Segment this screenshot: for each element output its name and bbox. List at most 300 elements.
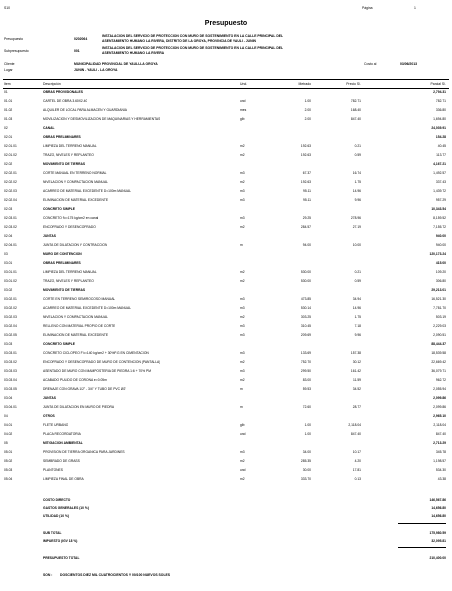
row-parcial: 1,198.57 (433, 459, 446, 463)
row-metrado: 284.57 (300, 225, 311, 229)
row-precio: 9.96 (354, 333, 361, 337)
row-description: CORTE EN TERRENO SEMIROCOSO MANUAL (43, 297, 116, 301)
row-description: JUNTAS (43, 234, 56, 238)
row-description: LIMPIEZA DEL TERRENO MANUAL (43, 144, 97, 148)
table-row (0, 252, 452, 257)
row-precio: 1.75 (354, 315, 361, 319)
row-metrado: 83.00 (302, 378, 311, 382)
row-item: 01 (4, 90, 8, 94)
row-precio: 30.12 (352, 360, 361, 364)
row-precio: 14.96 (352, 306, 361, 310)
row-parcial: 88,444.37 (431, 342, 446, 346)
page-label: Página (362, 6, 373, 10)
table-row (0, 387, 452, 392)
row-parcial: 22,669.42 (431, 360, 446, 364)
row-parcial: 2,090.51 (433, 333, 446, 337)
row-item: 03.02.05 (4, 333, 17, 337)
row-unit: m2 (240, 180, 245, 184)
row-precio: 10.00 (352, 243, 361, 247)
row-precio: 847.40 (350, 432, 361, 436)
row-metrado: 192.63 (300, 180, 311, 184)
row-item: 02.03.01 (4, 216, 17, 220)
row-precio: 11.59 (352, 378, 361, 382)
col-precio: Precio S/. (346, 82, 361, 86)
row-unit: m2 (240, 279, 245, 283)
row-metrado: 1.00 (304, 423, 311, 427)
row-description: FLETE URBANO (43, 423, 69, 427)
row-parcial: 2,713.29 (433, 441, 446, 445)
table-row (0, 351, 452, 356)
costo-label: Costo al (364, 62, 377, 66)
row-item: 03.03 (4, 342, 13, 346)
row-item: 03.02.01 (4, 297, 17, 301)
row-description: SEMBRADO DE GRASS (43, 459, 80, 463)
row-unit: m3 (240, 297, 245, 301)
summary-total (0, 555, 452, 561)
gastos-value: 14,656.80 (431, 506, 446, 510)
row-parcial: 7,781.70 (433, 306, 446, 310)
row-metrado: 59.53 (302, 387, 311, 391)
presupuesto-label: Presupuesto (4, 37, 24, 41)
row-unit: m3 (240, 171, 245, 175)
presupuesto-desc-1: INSTALACION DEL SERVICIO DE PROTECCION CON MURO DE SOSTENIMIENTO EN LA CALLE PRINCIPAL DEL (102, 34, 284, 38)
row-description: PLANTONES (43, 468, 63, 472)
row-parcial: 43.38 (437, 477, 446, 481)
row-unit: m3 (240, 450, 245, 454)
row-unit: m (240, 405, 243, 409)
corner-code: S10 (4, 6, 11, 10)
row-description: JUNTA DE DILATACION EN MURO DE PIEDRA (43, 405, 115, 409)
row-description: DRENAJE CON GRAVA 1/2" - 3/4" Y TUBO DE PVC Ø2" (43, 387, 127, 391)
row-description: CONCRETO SIMPLE (43, 207, 75, 211)
row-parcial: 2,118.04 (433, 423, 446, 427)
row-precio: 10.17 (352, 450, 361, 454)
row-metrado: 133.69 (300, 351, 311, 355)
table-row (0, 360, 452, 365)
row-precio: 157.38 (350, 351, 361, 355)
table-row (0, 369, 452, 374)
row-item: 03.02.03 (4, 315, 17, 319)
row-description: ELIMINACION DE MATERIAL EXCEDENTE (43, 198, 109, 202)
row-item: 02.02.02 (4, 180, 17, 184)
table-row (0, 459, 452, 464)
row-description: TRAZO, NIVELES Y REPLANTEO (43, 279, 94, 283)
row-item: 03.04.01 (4, 405, 17, 409)
row-metrado: 310.45 (300, 324, 311, 328)
row-item: 05.04 (4, 477, 13, 481)
subpresupuesto-desc-2: ASENTAMIENTO HUMANO LA RIVERA (102, 51, 165, 55)
row-precio: 0.59 (354, 153, 361, 157)
table-row (0, 162, 452, 167)
table-row (0, 126, 452, 131)
row-description: OBRAS PRELIMINARES (43, 261, 81, 265)
row-metrado: 299.50 (300, 369, 311, 373)
row-precio: 2,118.04 (348, 423, 361, 427)
row-item: 03.04 (4, 396, 13, 400)
summary-subtotal (0, 530, 452, 536)
row-metrado: 285.35 (300, 459, 311, 463)
row-unit: m2 (240, 477, 245, 481)
summary-gastos (0, 505, 452, 511)
row-parcial: 120,173.24 (429, 252, 446, 256)
subtotal-value: 175,980.59 (429, 531, 446, 535)
table-row (0, 180, 452, 185)
row-description: MOVILIZACION Y DESMOVILIZACION DE MAQUINARIAS Y HERRAMIENTAS (43, 117, 161, 121)
son-text: DOSCIENTOS DIEZ MIL CUATROCIENTOS Y 00/100 NUEVOS SOLES (60, 573, 171, 577)
row-parcial: 4,167.21 (433, 162, 446, 166)
col-und: Und. (240, 82, 248, 86)
row-item: 04.02 (4, 432, 13, 436)
row-metrado: 1.00 (304, 432, 311, 436)
row-unit: m2 (240, 459, 245, 463)
row-precio: 34.52 (352, 387, 361, 391)
row-parcial: 940.00 (435, 243, 446, 247)
row-metrado: 2.00 (304, 108, 311, 112)
table-row (0, 405, 452, 410)
row-parcial: 8,159.52 (433, 216, 446, 220)
row-item: 03.02.04 (4, 324, 17, 328)
lugar-value: JUNIN - YAULI - LA OROYA (74, 68, 118, 72)
row-unit: glb (240, 423, 245, 427)
row-item: 02.01.02 (4, 153, 17, 157)
table-row (0, 207, 452, 212)
row-precio: 16.74 (352, 171, 361, 175)
row-description: CONCRETO CICLOPEO F'c=140 kg/cm2 + 30%P.G EN CIMENTACION (43, 351, 149, 355)
row-description: OBRAS PRELIMINARES (43, 135, 81, 139)
row-unit: m3 (240, 198, 245, 202)
row-description: ASENTADO DE MURO CON MAMPOSTERIA DE PIEDRA 1:6 + 70% PM (43, 369, 151, 373)
row-precio: 14.96 (352, 189, 361, 193)
row-precio: 0.59 (354, 279, 361, 283)
row-item: 03.03.03 (4, 369, 17, 373)
row-metrado: 94.00 (302, 243, 311, 247)
row-parcial: 10,343.54 (431, 207, 446, 211)
row-metrado: 95.11 (302, 189, 311, 193)
row-parcial: 113.77 (436, 153, 446, 157)
total-label: PRESUPUESTO TOTAL (43, 556, 80, 560)
row-item: 02.02.03 (4, 189, 17, 193)
row-precio: 1.75 (354, 180, 361, 184)
summary-costo-directo (0, 497, 452, 503)
cliente-label: Cliente (4, 62, 15, 66)
row-description: ACARREO DE MATERIAL EXCEDENTE D=100m MANUAL (43, 189, 132, 193)
table-row (0, 468, 452, 473)
table-row (0, 153, 452, 158)
row-parcial: 1,439.72 (433, 189, 446, 193)
table-row (0, 261, 452, 266)
table-row (0, 333, 452, 338)
row-precio: 28.77 (352, 405, 361, 409)
table-row (0, 99, 452, 104)
row-description: CONCRETO SIMPLE (43, 342, 75, 346)
col-descripcion: Descripción (43, 82, 61, 86)
row-metrado: 30.00 (302, 468, 311, 472)
row-item: 02.03 (4, 207, 13, 211)
row-parcial: 940.00 (435, 234, 446, 238)
row-parcial: 336.80 (435, 108, 446, 112)
row-item: 03.03.02 (4, 360, 17, 364)
row-item: 02 (4, 126, 8, 130)
row-metrado: 209.69 (300, 333, 311, 337)
row-precio: 782.71 (350, 99, 361, 103)
row-description: ELIMINACION DE MATERIAL EXCEDENTE (43, 333, 109, 337)
row-unit: m2 (240, 378, 245, 382)
row-description: MITIGACION AMBIENTAL (43, 441, 83, 445)
table-row (0, 378, 452, 383)
table-row (0, 189, 452, 194)
row-item: 03.03.05 (4, 387, 17, 391)
row-unit: m3 (240, 306, 245, 310)
page-number: 1 (414, 6, 416, 10)
subtotal-rule (398, 523, 446, 524)
table-row (0, 450, 452, 455)
row-description: PLACA RECORDATORIA (43, 432, 81, 436)
row-precio: 847.40 (350, 117, 361, 121)
row-parcial: 16,521.30 (431, 297, 446, 301)
row-unit: und (240, 99, 246, 103)
row-parcial: 962.72 (435, 378, 446, 382)
row-description: MOVIMIENTO DE TIERRAS (43, 162, 86, 166)
row-unit: und (240, 432, 246, 436)
row-parcial: 534.30 (435, 468, 446, 472)
table-row (0, 171, 452, 176)
row-unit: m3 (240, 189, 245, 193)
row-precio: 17.81 (352, 468, 361, 472)
table-row (0, 216, 452, 221)
utilidad-value: 14,656.80 (431, 514, 446, 518)
row-item: 03 (4, 252, 8, 256)
row-item: 02.03.02 (4, 225, 17, 229)
row-metrado: 303.25 (300, 315, 311, 319)
row-unit: m2 (240, 144, 245, 148)
row-item: 03.01.01 (4, 270, 17, 274)
row-item: 03.01.02 (4, 279, 17, 283)
table-row (0, 279, 452, 284)
table-row (0, 198, 452, 203)
row-item: 02.04 (4, 234, 13, 238)
row-description: ENCOFRADO Y DESENCOFRADO DE MURO DE CONTENCION (PANTALLA) (43, 360, 161, 364)
row-unit: m2 (240, 315, 245, 319)
row-item: 02.02 (4, 162, 13, 166)
row-unit: m (240, 387, 243, 391)
page-title: Presupuesto (204, 20, 248, 27)
row-description: CORTE MANUAL EN TERRENO NORMAL (43, 171, 107, 175)
table-row (0, 288, 452, 293)
row-description: JUNTAS (43, 396, 56, 400)
gastos-label: GASTOS GENERALES (10 %) (43, 506, 89, 510)
row-item: 05.01 (4, 450, 13, 454)
table-row (0, 396, 452, 401)
lugar-label: Lugar (4, 68, 13, 72)
row-metrado: 29.25 (302, 216, 311, 220)
row-unit: m2 (240, 270, 245, 274)
row-metrado: 530.00 (300, 270, 311, 274)
row-metrado: 752.70 (300, 360, 311, 364)
row-metrado: 333.70 (300, 477, 311, 481)
table-row (0, 234, 452, 239)
row-item: 05 (4, 441, 8, 445)
table-row (0, 342, 452, 347)
row-parcial: 154.28 (435, 135, 446, 139)
row-item: 02.01 (4, 135, 13, 139)
table-row (0, 225, 452, 230)
row-unit: m3 (240, 333, 245, 337)
row-parcial: 36,079.71 (431, 369, 446, 373)
table-row (0, 414, 452, 419)
row-parcial: 782.71 (435, 99, 446, 103)
row-description: MURO DE CONTENCION (43, 252, 82, 256)
header-bottom-rule (3, 88, 449, 89)
row-precio: 0.21 (354, 144, 361, 148)
row-metrado: 530.14 (300, 306, 311, 310)
cliente-value: MUNICIPALIDAD PROVINCIAL DE YAULI-LA OROYA (74, 62, 158, 66)
table-row (0, 306, 452, 311)
row-parcial: 847.40 (435, 432, 446, 436)
row-item: 01.02 (4, 108, 13, 112)
row-parcial: 1,694.80 (433, 117, 446, 121)
row-unit: m2 (240, 360, 245, 364)
row-metrado: 72.60 (302, 405, 311, 409)
row-description: ACABADO PULIDO DE CORONA e=0.05m (43, 378, 107, 382)
impuesto-label: IMPUESTO (IGV 18 %) (43, 539, 78, 543)
row-precio: 7.18 (354, 324, 361, 328)
costo-directo-value: 146,567.86 (429, 498, 446, 502)
row-precio: 4.20 (354, 459, 361, 463)
subpresupuesto-desc-1: INSTALACION DEL SERVICIO DE PROTECCION CON MURO DE SOSTENIMIENTO EN LA CALLE PRINCIPAL DEL (102, 46, 284, 50)
subpresupuesto-label: Subpresupuesto (4, 49, 29, 53)
row-description: NIVELACION Y COMPACTACION MANUAL (43, 315, 108, 319)
row-precio: 34.94 (352, 297, 361, 301)
row-parcial: 24,039.91 (431, 126, 446, 130)
row-metrado: 192.63 (300, 144, 311, 148)
row-description: ENCOFRADO Y DESENCOFRADO (43, 225, 96, 229)
row-description: TRAZO, NIVELES Y REPLANTEO (43, 153, 94, 157)
son-label: SON : (43, 573, 53, 577)
row-precio: 9.96 (354, 198, 361, 202)
presupuesto-code: 0202064 (74, 37, 88, 41)
col-parcial: Parcial S/. (430, 82, 446, 86)
row-unit: m2 (240, 153, 245, 157)
row-parcial: 337.43 (435, 180, 446, 184)
row-parcial: 415.00 (435, 261, 446, 265)
table-row (0, 477, 452, 482)
table-row (0, 324, 452, 329)
row-metrado: 34.00 (302, 450, 311, 454)
subtotal-label: SUB TOTAL (43, 531, 62, 535)
row-description: NIVELACION Y COMPACTACION MANUAL (43, 180, 108, 184)
row-parcial: 18,539.58 (431, 351, 446, 355)
row-item: 03.02.02 (4, 306, 17, 310)
row-description: RELLENO CON MATERIAL PROPIO DE CORTE (43, 324, 116, 328)
row-metrado: 1.00 (304, 99, 311, 103)
row-description: CONCRETO f'c=175 kg/cm2 en canal (43, 216, 99, 220)
row-item: 03.01 (4, 261, 13, 265)
row-parcial: 1,492.57 (433, 171, 446, 175)
impuesto-value: 32,095.81 (431, 539, 446, 543)
row-item: 02.04.01 (4, 243, 17, 247)
row-item: 04 (4, 414, 8, 418)
row-parcial: 40.45 (437, 144, 446, 148)
row-parcial: 7,155.72 (433, 225, 446, 229)
row-description: CARTEL DE OBRA 3.60X2.40 (43, 99, 88, 103)
row-item: 03.02 (4, 288, 13, 292)
row-precio: 168.40 (350, 108, 361, 112)
row-parcial: 2,099.86 (433, 396, 446, 400)
row-parcial: 2,229.03 (433, 324, 446, 328)
costo-value: 03/06/2013 (400, 62, 417, 66)
row-unit: glb (240, 117, 245, 121)
row-item: 01.01 (4, 99, 13, 103)
table-row (0, 144, 452, 149)
row-item: 02.01.01 (4, 144, 17, 148)
total-rule (398, 547, 446, 548)
row-parcial: 345.78 (435, 450, 446, 454)
row-parcial: 306.80 (435, 279, 446, 283)
row-parcial: 109.20 (435, 270, 446, 274)
row-item: 03.03.04 (4, 378, 17, 382)
row-parcial: 503.19 (435, 315, 446, 319)
row-description: OTROS (43, 414, 55, 418)
row-item: 03.03.01 (4, 351, 17, 355)
row-parcial: 957.29 (435, 198, 446, 202)
table-row (0, 432, 452, 437)
row-parcial: 29,213.01 (431, 288, 446, 292)
total-value: 210,400.00 (429, 556, 446, 560)
row-item: 05.02 (4, 459, 13, 463)
row-precio: 161.42 (350, 369, 361, 373)
row-precio: 0.21 (354, 270, 361, 274)
row-metrado: 530.00 (300, 279, 311, 283)
row-item: 02.02.04 (4, 198, 17, 202)
row-description: ALQUILER DE LOCAL PARA ALMACEN Y GUARDIANIA (43, 108, 127, 112)
utilidad-label: UTILIDAD (10 %) (43, 514, 70, 518)
row-unit: m3 (240, 351, 245, 355)
row-item: 01.03 (4, 117, 13, 121)
costo-directo-label: COSTO DIRECTO (43, 498, 71, 502)
row-metrado: 67.37 (302, 171, 311, 175)
table-row (0, 117, 452, 122)
row-item: 05.03 (4, 468, 13, 472)
table-row (0, 441, 452, 446)
header-top-rule (3, 79, 449, 80)
table-row (0, 90, 452, 95)
presupuesto-desc-2: ASENTAMIENTO HUMANO LA RIVERA, DISTRITO DE LA OROYA, PROVINCIA DE YAULI - JUNIN (102, 39, 256, 43)
table-row (0, 297, 452, 302)
row-description: JUNTA DE DILATACION Y CONTRACCION (43, 243, 108, 247)
row-unit: m (240, 243, 243, 247)
table-row (0, 315, 452, 320)
row-metrado: 95.11 (302, 198, 311, 202)
row-metrado: 192.63 (300, 153, 311, 157)
row-description: ACARREO DE MATERIAL EXCEDENTE D=100m MANUAL (43, 306, 132, 310)
row-unit: m3 (240, 216, 245, 220)
row-unit: m3 (240, 369, 245, 373)
row-unit: m3 (240, 324, 245, 328)
summary-impuesto (0, 538, 452, 544)
row-parcial: 2,965.10 (433, 414, 446, 418)
summary-utilidad (0, 513, 452, 519)
row-unit: m2 (240, 225, 245, 229)
row-precio: 278.96 (350, 216, 361, 220)
row-precio: 27.19 (352, 225, 361, 229)
table-row (0, 270, 452, 275)
subpresupuesto-code: 001 (74, 49, 80, 53)
row-parcial: 2,794.31 (433, 90, 446, 94)
row-description: LIMPIEZA DEL TERRENO MANUAL (43, 270, 97, 274)
col-metrado: Metrado (298, 82, 311, 86)
table-row (0, 135, 452, 140)
row-unit: mes (240, 108, 247, 112)
